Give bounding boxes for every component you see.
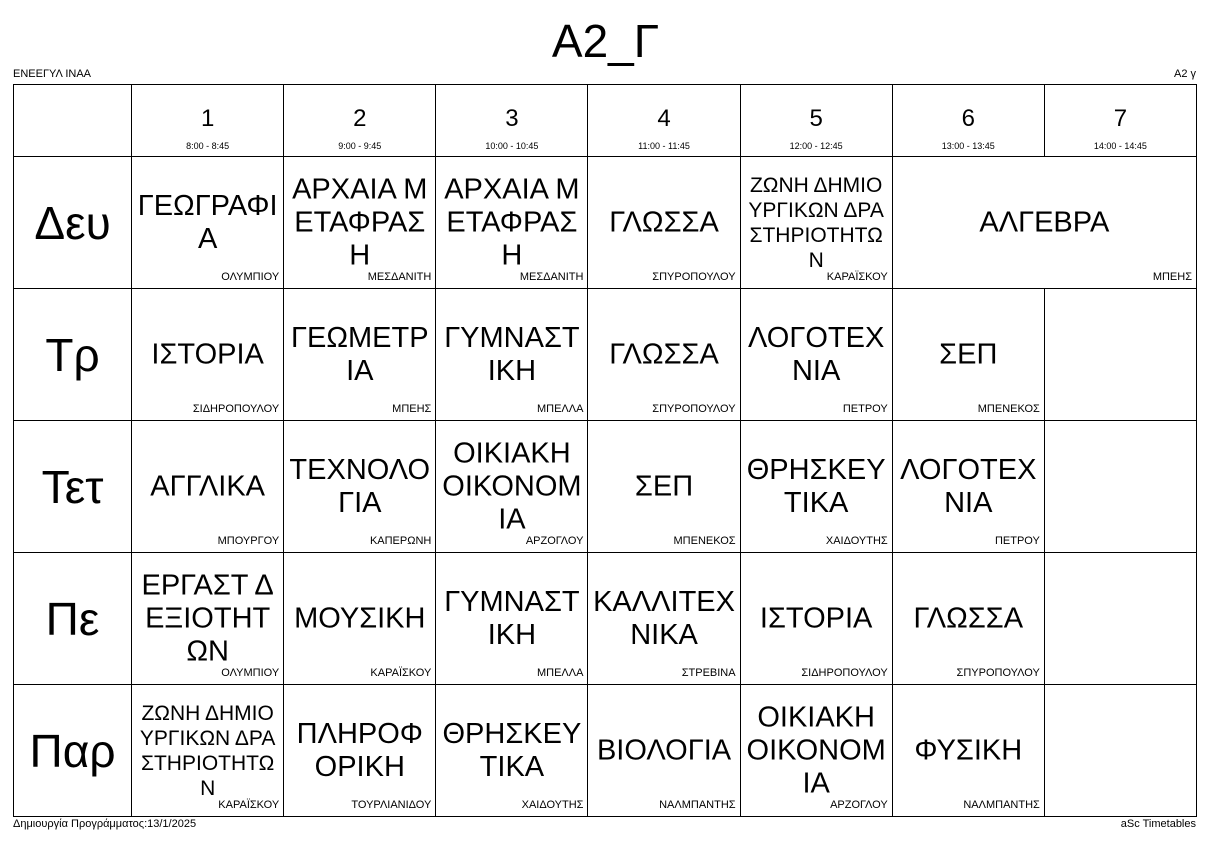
lesson-cell[interactable] <box>436 553 588 685</box>
lesson-teacher: ΣΙΔΗΡΟΠΟΥΛΟΥ <box>801 667 888 679</box>
lesson-teacher: ΣΤΡΕΒΙΝΑ <box>681 667 736 679</box>
lesson-subject: ΓΛΩΣΣΑ <box>609 338 719 370</box>
lesson-subject: ΚΑΛΛΙΤΕΧΝΙΚΑ <box>593 585 735 651</box>
lesson-cell[interactable] <box>892 421 1044 553</box>
lesson-teacher: ΚΑΠΕΡΩΝΗ <box>369 535 432 547</box>
day-label: Δευ <box>14 157 132 289</box>
period-time: 8:00 - 8:45 <box>186 141 230 151</box>
lesson-teacher: ΣΠΥΡΟΠΟΥΛΟΥ <box>652 271 736 283</box>
lesson-cell[interactable] <box>588 685 740 817</box>
lesson-teacher: ΠΕΤΡΟΥ <box>842 403 888 415</box>
empty-lesson-cell[interactable] <box>1044 685 1196 817</box>
lesson-cell-double[interactable] <box>892 157 1196 289</box>
lesson-subject: ΓΕΩΓΡΑΦΙΑ <box>137 189 278 255</box>
lesson-cell[interactable] <box>892 685 1044 817</box>
lesson-teacher: ΚΑΡΑΪΣΚΟΥ <box>218 799 280 811</box>
lesson-subject: ΓΥΜΝΑΣΤΙΚΗ <box>444 585 580 651</box>
period-header <box>436 85 588 157</box>
lesson-subject: ΑΡΧΑΙΑ ΜΕΤΑΦΡΑΣΗ <box>292 173 428 271</box>
day-row-monday <box>14 157 1197 289</box>
period-header <box>892 85 1044 157</box>
lesson-subject: ΛΟΓΟΤΕΧΝΙΑ <box>900 453 1037 519</box>
lesson-cell[interactable] <box>436 157 588 289</box>
lesson-teacher: ΚΑΡΑΪΣΚΟΥ <box>370 667 432 679</box>
day-label: Παρ <box>14 685 132 817</box>
lesson-subject: ΟΙΚΙΑΚΗ ΟΙΚΟΝΟΜΙΑ <box>746 701 886 799</box>
lesson-subject: ΓΥΜΝΑΣΤΙΚΗ <box>444 321 580 387</box>
lesson-cell[interactable] <box>740 157 892 289</box>
lesson-cell[interactable] <box>892 289 1044 421</box>
period-number: 3 <box>505 105 519 132</box>
corner-cell <box>14 85 132 157</box>
lesson-cell[interactable] <box>588 553 740 685</box>
period-time: 11:00 - 11:45 <box>638 141 690 151</box>
lesson-cell[interactable] <box>284 685 436 817</box>
lesson-teacher: ΑΡΖΟΓΛΟΥ <box>525 535 584 547</box>
period-time: 10:00 - 10:45 <box>485 141 539 151</box>
period-header <box>1044 85 1196 157</box>
period-number: 6 <box>961 105 975 132</box>
lesson-subject: ΖΩΝΗ ΔΗΜΙΟΥΡΓΙΚΩΝ ΔΡΑΣΤΗΡΙΟΤΗΤΩΝ <box>139 701 276 800</box>
lesson-subject: ΒΙΟΛΟΓΙΑ <box>596 734 732 766</box>
lesson-teacher: ΜΠΕΛΛΑ <box>536 667 584 679</box>
lesson-teacher: ΣΠΥΡΟΠΟΥΛΟΥ <box>956 667 1040 679</box>
page-title: A2_Γ <box>551 15 660 67</box>
lesson-teacher: ΜΠΕΝΕΚΟΣ <box>673 535 736 547</box>
lesson-teacher: ΣΠΥΡΟΠΟΥΛΟΥ <box>652 403 736 415</box>
lesson-cell[interactable] <box>132 553 284 685</box>
lesson-cell[interactable] <box>588 157 740 289</box>
period-header <box>132 85 284 157</box>
lesson-teacher: ΤΟΥΡΛΙΑΝΙΔΟΥ <box>351 799 432 811</box>
lesson-subject: ΜΟΥΣΙΚΗ <box>294 602 426 634</box>
lesson-cell[interactable] <box>740 289 892 421</box>
creation-date: Δημιουργία Προγράμματος:13/1/2025 <box>13 818 197 830</box>
period-time: 12:00 - 12:45 <box>789 141 843 151</box>
lesson-cell[interactable] <box>284 289 436 421</box>
period-header-row <box>14 85 1197 157</box>
lesson-subject: ΑΓΓΛΙΚΑ <box>150 470 266 502</box>
period-header <box>284 85 436 157</box>
lesson-cell[interactable] <box>588 289 740 421</box>
lesson-subject: ΕΡΓΑΣΤ ΔΕΞΙΟΤΗΤΩΝ <box>141 569 274 667</box>
day-row-friday <box>14 685 1197 817</box>
day-row-wednesday <box>14 421 1197 553</box>
lesson-subject: ΣΕΠ <box>634 470 694 502</box>
lesson-subject: ΠΛΗΡΟΦΟΡΙΚΗ <box>296 717 423 783</box>
lesson-teacher: ΑΡΖΟΓΛΟΥ <box>830 799 888 811</box>
lesson-subject: ΛΟΓΟΤΕΧΝΙΑ <box>748 321 885 387</box>
lesson-subject: ΙΣΤΟΡΙΑ <box>759 602 873 634</box>
lesson-cell[interactable] <box>740 421 892 553</box>
lesson-cell[interactable] <box>436 685 588 817</box>
day-label: Τετ <box>14 421 132 553</box>
lesson-teacher: ΝΑΛΜΠΑΝΤΗΣ <box>659 799 736 811</box>
lesson-cell[interactable] <box>588 421 740 553</box>
empty-lesson-cell[interactable] <box>1044 421 1196 553</box>
lesson-teacher: ΜΠΕΛΛΑ <box>536 403 584 415</box>
lesson-teacher: ΜΠΕΗΣ <box>392 403 432 415</box>
period-number: 7 <box>1113 105 1128 132</box>
day-label: Πε <box>14 553 132 685</box>
lesson-subject: ΑΡΧΑΙΑ ΜΕΤΑΦΡΑΣΗ <box>444 173 580 271</box>
lesson-teacher: ΠΕΤΡΟΥ <box>994 535 1040 547</box>
timetable-grid <box>13 84 1197 817</box>
period-time: 9:00 - 9:45 <box>338 141 382 151</box>
empty-lesson-cell[interactable] <box>1044 553 1196 685</box>
class-code: A2 γ <box>1173 68 1196 80</box>
lesson-cell[interactable] <box>284 421 436 553</box>
period-number: 4 <box>657 105 671 132</box>
lesson-teacher: ΜΠΕΝΕΚΟΣ <box>977 403 1040 415</box>
lesson-cell[interactable] <box>284 157 436 289</box>
lesson-subject: ΙΣΤΟΡΙΑ <box>151 338 264 370</box>
lesson-teacher: ΟΛΥΜΠΙΟΥ <box>221 271 280 283</box>
day-row-thursday <box>14 553 1197 685</box>
lesson-teacher: ΣΙΔΗΡΟΠΟΥΛΟΥ <box>192 403 280 415</box>
lesson-teacher: ΜΕΣΔΑΝΙΤΗ <box>367 271 432 283</box>
lesson-subject: ΓΛΩΣΣΑ <box>913 602 1024 634</box>
empty-lesson-cell[interactable] <box>1044 289 1196 421</box>
lesson-subject: ΦΥΣΙΚΗ <box>914 734 1023 766</box>
lesson-subject: ΣΕΠ <box>939 338 998 370</box>
school-name: ΕΝΕΕΓΥΛ ΙΝΑΑ <box>13 68 92 80</box>
lesson-cell[interactable] <box>132 157 284 289</box>
day-row-tuesday <box>14 289 1197 421</box>
lesson-cell[interactable] <box>132 685 284 817</box>
period-number: 1 <box>200 105 215 132</box>
lesson-cell[interactable] <box>436 289 588 421</box>
lesson-teacher: ΧΑΙΔΟΥΤΗΣ <box>825 535 888 547</box>
lesson-subject: ΖΩΝΗ ΔΗΜΙΟΥΡΓΙΚΩΝ ΔΡΑΣΤΗΡΙΟΤΗΤΩΝ <box>748 173 884 272</box>
lesson-cell[interactable] <box>132 421 284 553</box>
period-header <box>740 85 892 157</box>
lesson-teacher: ΜΠΟΥΡΓΟΥ <box>217 535 280 547</box>
lesson-cell[interactable] <box>740 553 892 685</box>
lesson-subject: ΓΛΩΣΣΑ <box>609 206 719 238</box>
lesson-teacher: ΝΑΛΜΠΑΝΤΗΣ <box>963 799 1040 811</box>
lesson-teacher: ΚΑΡΑΪΣΚΟΥ <box>826 271 888 283</box>
day-label: Τρ <box>14 289 132 421</box>
period-time: 13:00 - 13:45 <box>941 141 995 151</box>
software-credit: aSc Timetables <box>1120 818 1196 830</box>
period-number: 2 <box>353 105 367 132</box>
period-header <box>588 85 740 157</box>
lesson-cell[interactable] <box>284 553 436 685</box>
lesson-subject: ΟΙΚΙΑΚΗ ΟΙΚΟΝΟΜΙΑ <box>442 437 582 535</box>
lesson-cell[interactable] <box>132 289 284 421</box>
lesson-teacher: ΧΑΙΔΟΥΤΗΣ <box>521 799 584 811</box>
lesson-subject: ΤΕΧΝΟΛΟΓΙΑ <box>289 453 431 519</box>
lesson-teacher: ΟΛΥΜΠΙΟΥ <box>221 667 280 679</box>
lesson-cell[interactable] <box>436 421 588 553</box>
lesson-subject: ΓΕΩΜΕΤΡΙΑ <box>291 321 429 387</box>
lesson-cell[interactable] <box>892 553 1044 685</box>
lesson-teacher: ΜΕΣΔΑΝΙΤΗ <box>519 271 584 283</box>
period-time: 14:00 - 14:45 <box>1093 141 1147 151</box>
lesson-teacher: ΜΠΕΗΣ <box>1152 271 1192 283</box>
period-number: 5 <box>809 105 823 132</box>
lesson-subject: ΘΡΗΣΚΕΥΤΙΚΑ <box>746 453 886 519</box>
lesson-cell[interactable] <box>740 685 892 817</box>
lesson-subject: ΘΡΗΣΚΕΥΤΙΚΑ <box>442 717 582 783</box>
lesson-subject: ΑΛΓΕΒΡΑ <box>979 206 1110 238</box>
